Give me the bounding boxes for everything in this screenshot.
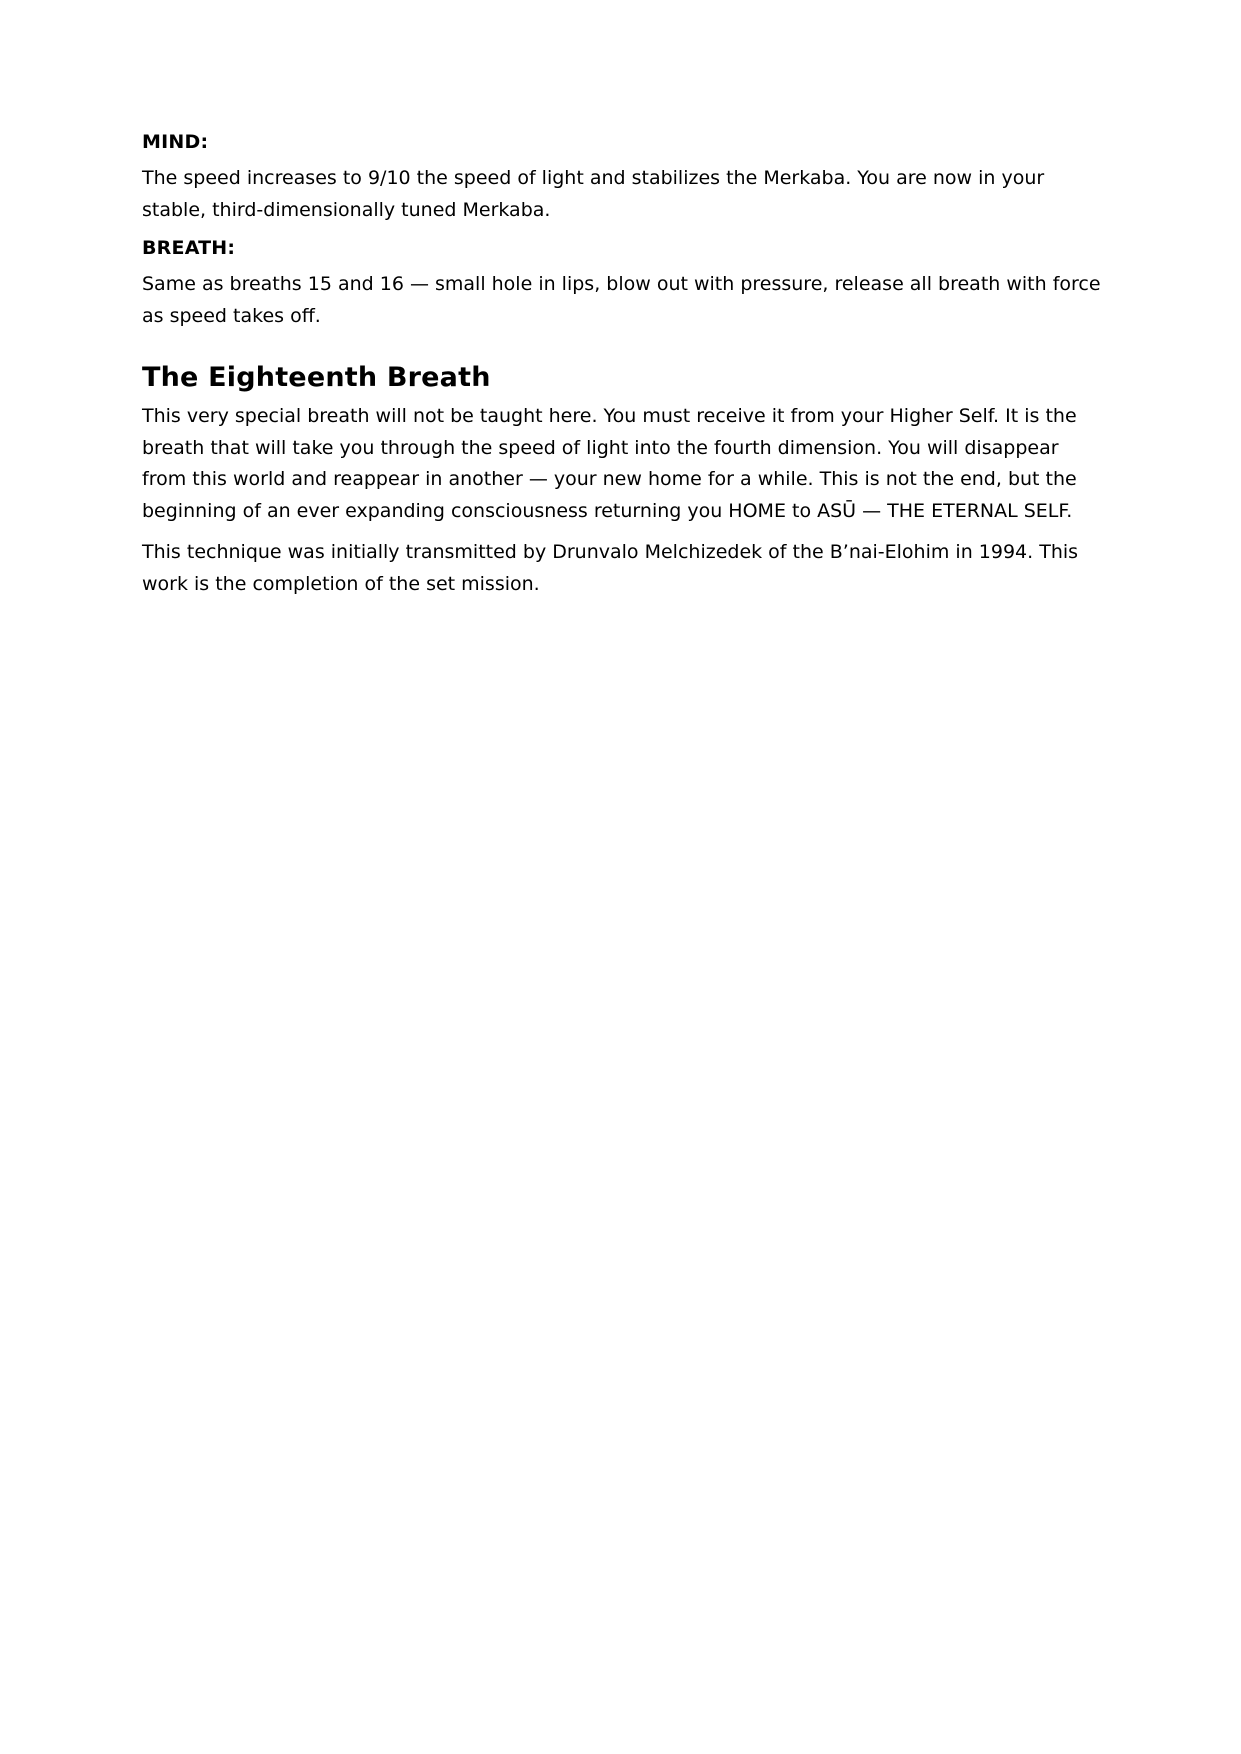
mind-label: MIND:: [142, 131, 209, 153]
eighteenth-paragraph: This very special breath will not be taught here. You must receive it from your Higher Self. It is the breath that will take you through the speed of light into the fourth dimension. You will disappear from this world and reappear in another — your new home for a while. This is not the end, but the beginning of an ever expanding consciousness returning you HOME to ASŪ — THE ETERNAL SELF.: [142, 405, 1077, 522]
mind-paragraph: The speed increases to 9/10 the speed of light and stabilizes the Merkaba. You are now in your stable, third-dimensionally tuned Merkaba.: [142, 167, 1045, 221]
breath-label: BREATH:: [142, 237, 236, 259]
breath-paragraph: Same as breaths 15 and 16 — small hole in lips, blow out with pressure, release all breath with force as speed takes off.: [142, 273, 1101, 327]
attribution-paragraph: This technique was initially transmitted by Drunvalo Melchizedek of the B’nai-Elohim in 1994. This work is the completion of the set mission.: [142, 541, 1079, 595]
document-page: [142, 130, 1102, 612]
section-heading: The Eighteenth Breath: [142, 362, 491, 393]
